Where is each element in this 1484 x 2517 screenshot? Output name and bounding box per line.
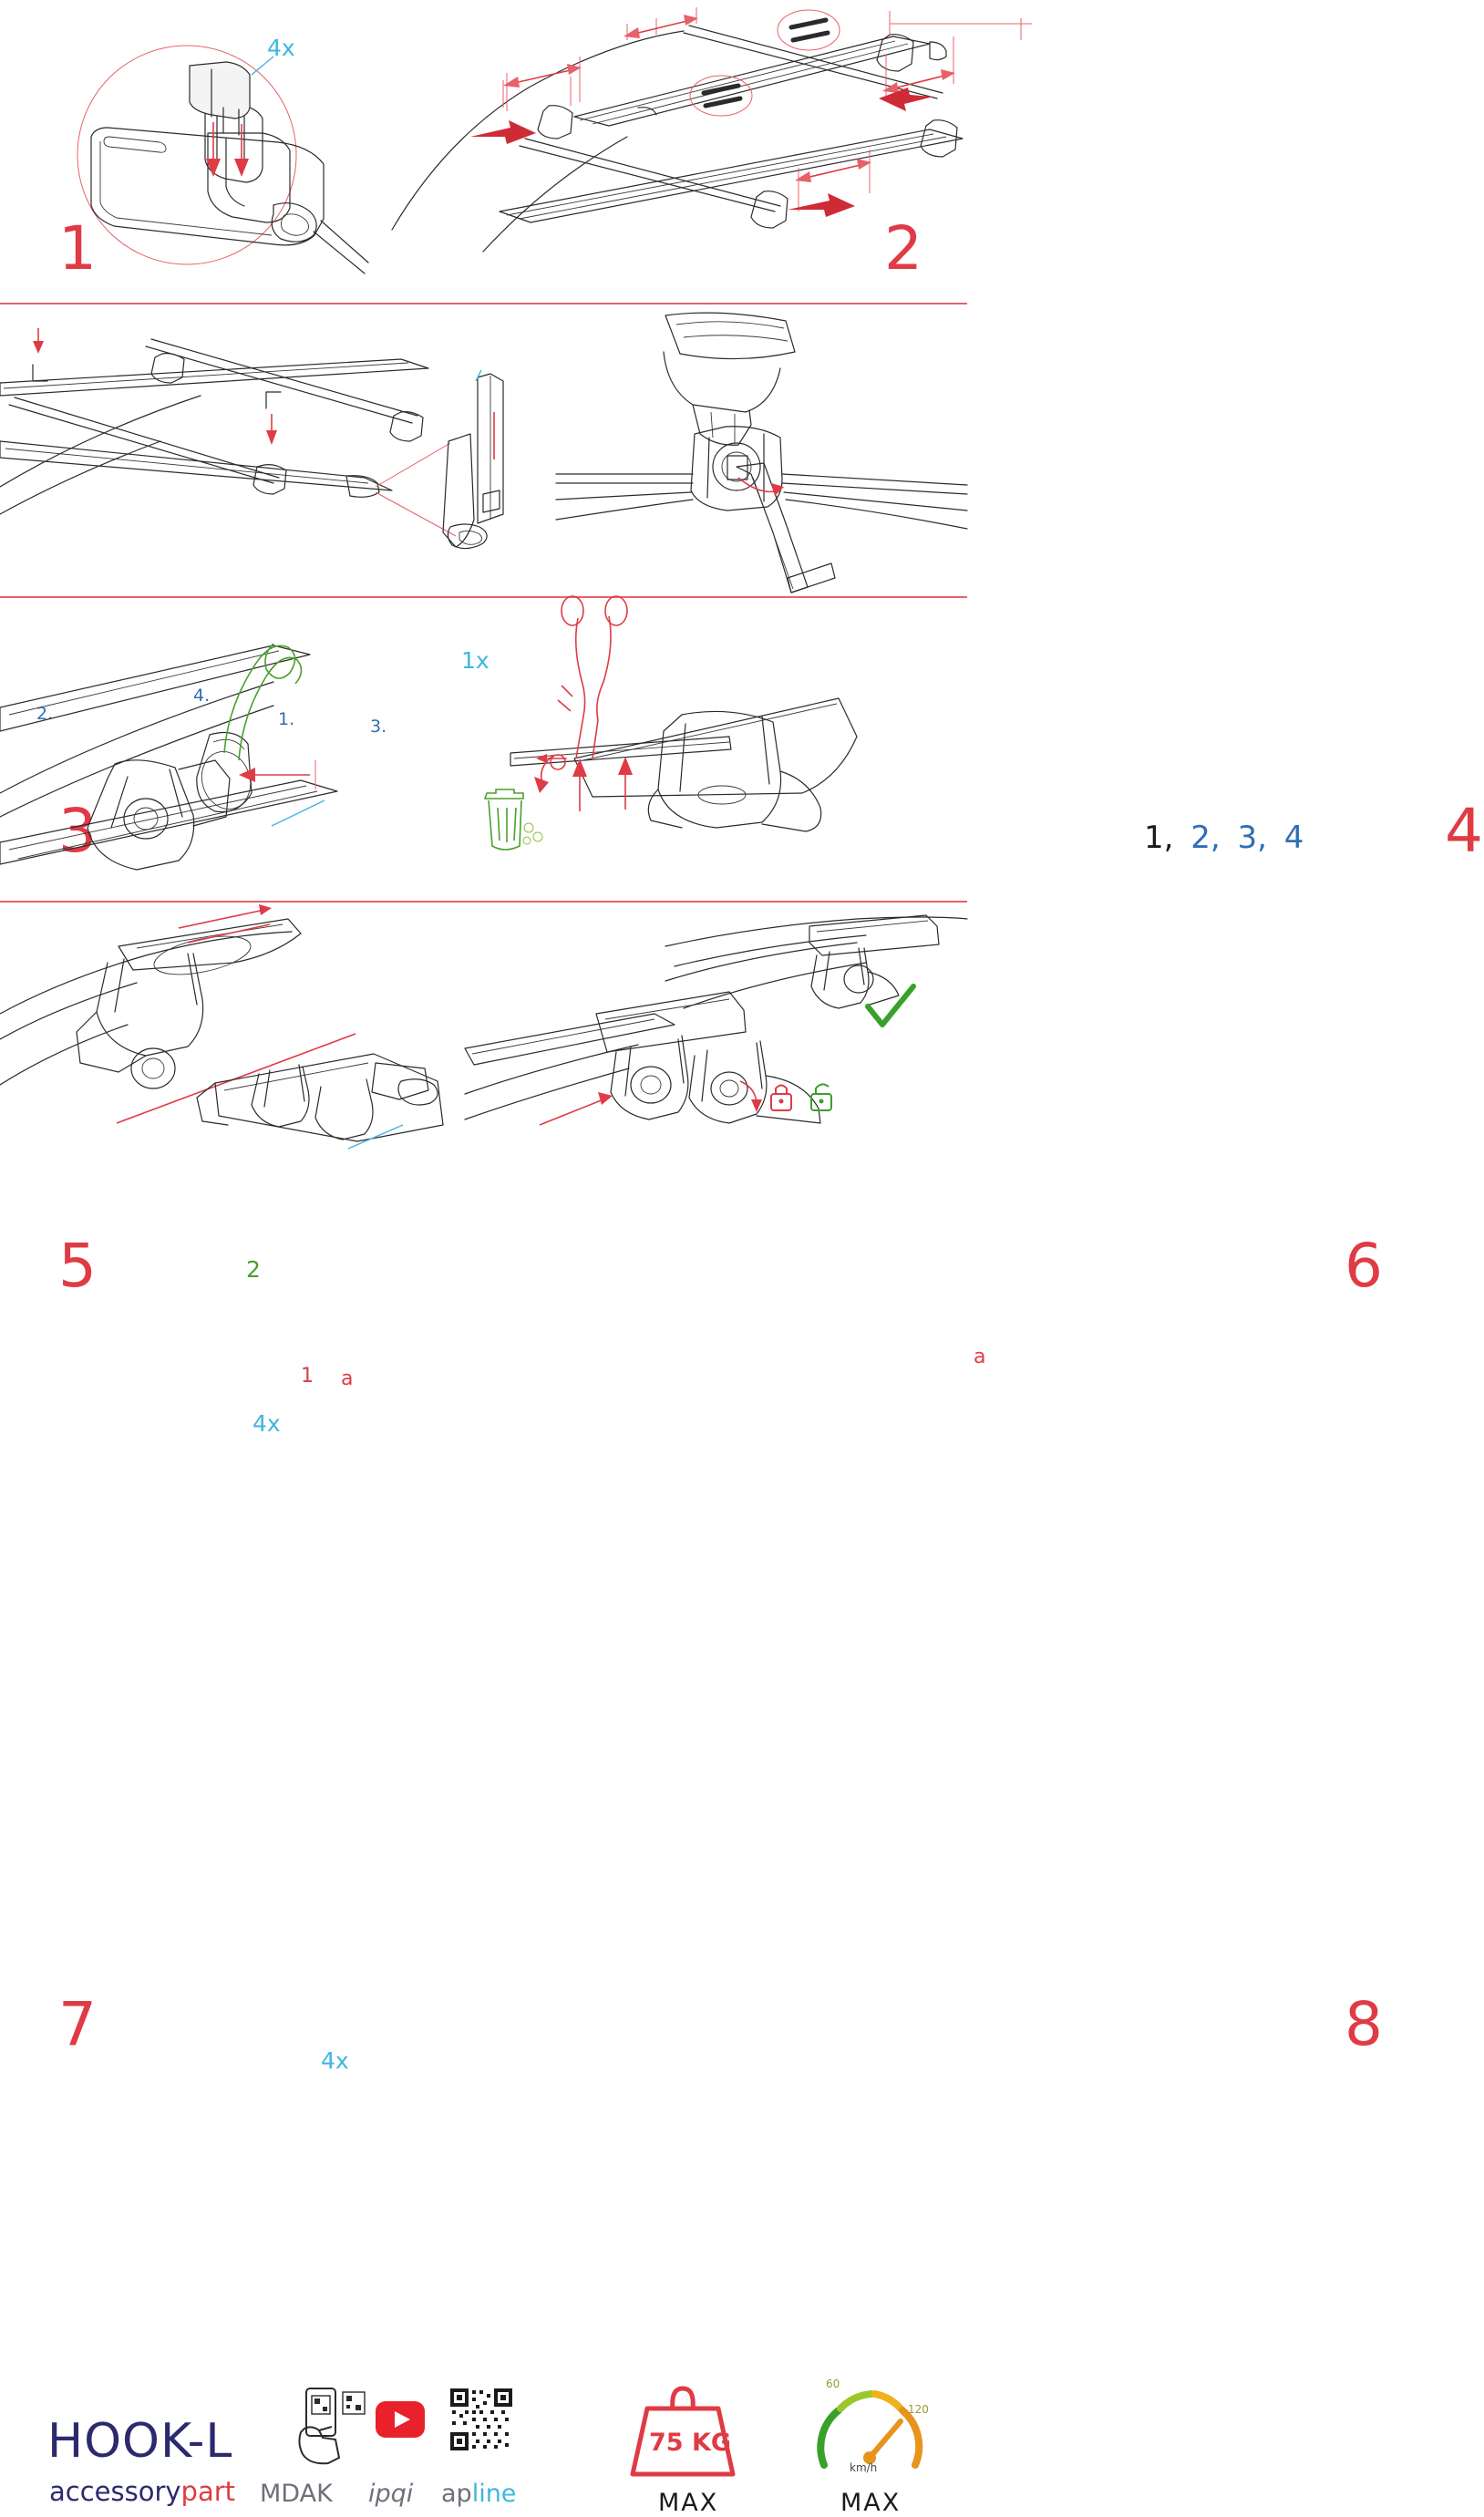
weight-value: 75 KG: [649, 2429, 732, 2457]
step-1-number: 1: [58, 213, 98, 284]
step-1-panel: [0, 0, 383, 303]
step-8-number: 8: [1345, 1989, 1384, 2059]
step-3-callout-2: 2.: [36, 704, 54, 724]
gauge-unit: km/h: [850, 2461, 878, 2474]
step-7-callout-4x: 4x: [321, 2048, 349, 2074]
step-3-panel: [0, 304, 556, 866]
step-6-panel: [456, 598, 1384, 1368]
qr-scan-hand-icon: [292, 2387, 368, 2465]
seq-item-4: 4: [1283, 820, 1304, 856]
brand-accent: part: [180, 2476, 236, 2507]
step-5-callout-4x: 4x: [252, 1410, 281, 1437]
step-4-sequence: [1144, 820, 1311, 856]
speed-max-label: MAX: [840, 2489, 902, 2517]
gauge-tick-120: 120: [908, 2403, 929, 2416]
brand-prefix: accessory: [49, 2476, 181, 2507]
step-8-panel: [456, 903, 1384, 2059]
seq-item-1: 1,: [1144, 820, 1174, 856]
partner-apline: apline: [441, 2480, 517, 2508]
step-7-panel: [0, 903, 456, 2074]
step-5-callout-a: a: [341, 1367, 354, 1390]
step-1-callout-4x: 4x: [267, 35, 295, 61]
step-3-callout-1x: 1x: [461, 647, 490, 674]
step-2-illustration: [383, 0, 967, 303]
qr-code-icon: [448, 2387, 514, 2452]
step-6-illustration: [456, 598, 967, 901]
seq-item-2: 2,: [1190, 820, 1221, 856]
gauge-tick-60: 60: [826, 2378, 840, 2390]
step-5-illustration: [0, 598, 456, 901]
step-5-panel: [0, 598, 456, 1437]
step-3-callout-3: 3.: [370, 717, 387, 737]
step-4-illustration: [556, 304, 967, 596]
step-4-number: 4: [1445, 796, 1484, 866]
step-3-number: 3: [58, 796, 98, 866]
step-3-illustration: [0, 304, 556, 596]
partner-mdak: MDAK: [260, 2480, 333, 2508]
step-4-panel: [556, 304, 1484, 866]
step-6-callout-a: a: [974, 1346, 986, 1368]
step-2-number: 2: [884, 213, 923, 284]
weight-max-label: MAX: [658, 2489, 719, 2517]
partner-ipqi: ipqi: [368, 2480, 414, 2508]
step-3-callout-4: 4.: [193, 686, 211, 706]
step-8-illustration: [456, 903, 967, 1185]
youtube-icon[interactable]: [376, 2401, 425, 2438]
step-5-callout-2: 2: [246, 1256, 261, 1283]
step-5-callout-1: 1: [301, 1365, 314, 1387]
seq-item-3: 3,: [1237, 820, 1267, 856]
step-5-number: 5: [58, 1231, 98, 1301]
step-7-illustration: [0, 903, 456, 1185]
step-2-panel: [383, 0, 967, 303]
step-3-callout-1: 1.: [278, 709, 295, 729]
step-1-illustration: [0, 0, 383, 303]
step-7-number: 7: [58, 1989, 98, 2059]
brand-line: [49, 2476, 235, 2507]
step-6-number: 6: [1345, 1231, 1384, 1301]
product-title: HOOK-L: [47, 2414, 233, 2469]
